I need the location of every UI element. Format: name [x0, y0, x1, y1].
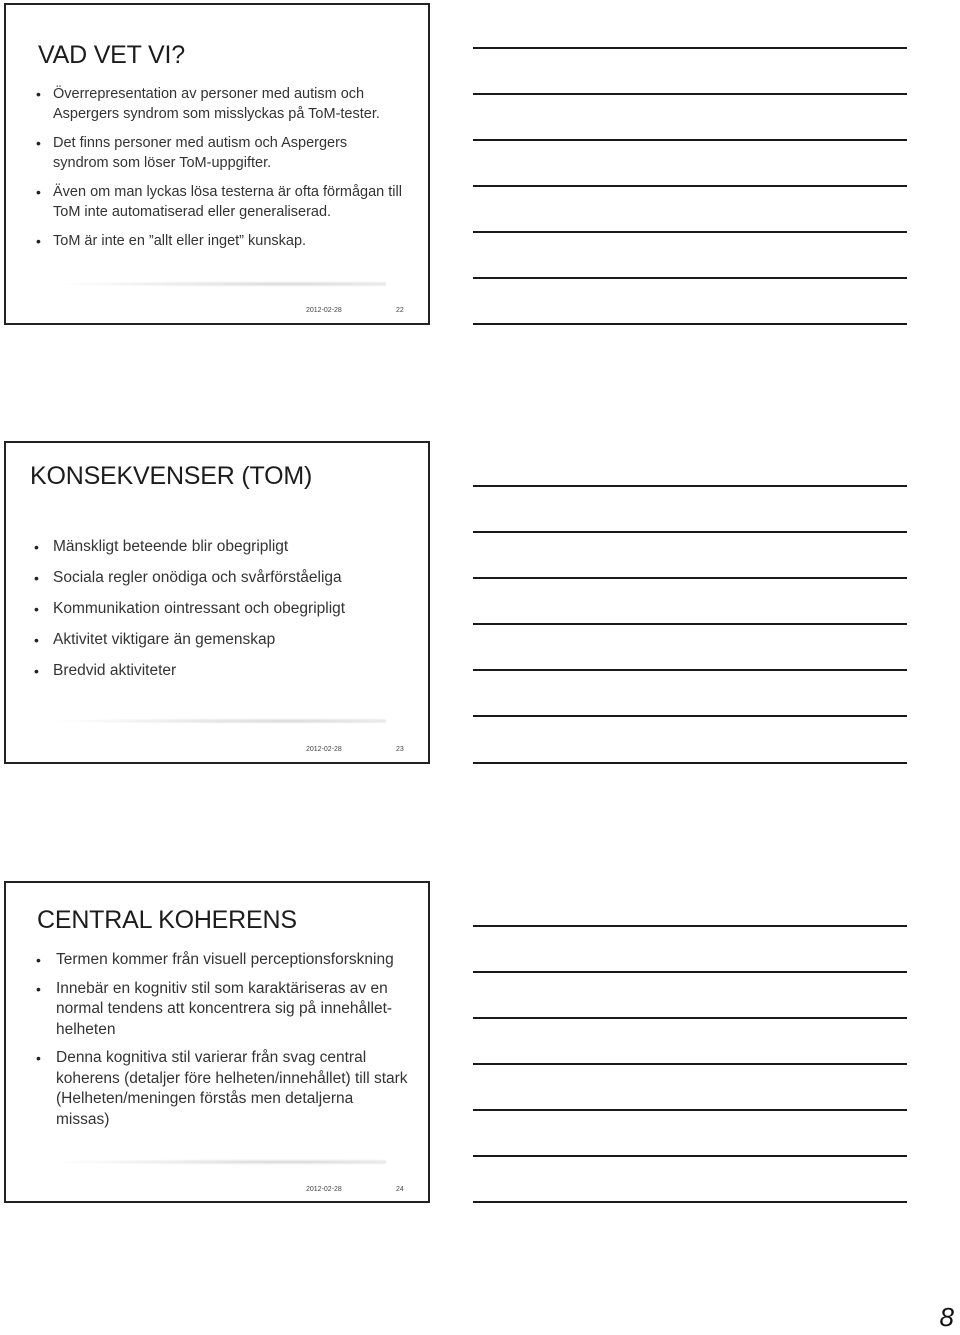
slide-23: [4, 441, 430, 764]
slide-number: 23: [396, 746, 404, 753]
list-item: • Sociala regler onödiga och svårförståeliga: [34, 569, 342, 586]
bullet-list: [34, 537, 414, 681]
list-item: • Kommunikation ointressant och obegripligt: [34, 600, 346, 617]
bullet-icon: •: [36, 135, 41, 151]
note-line: [473, 323, 907, 325]
list-item: • Termen kommer från visuell perceptionsforskning: [36, 950, 408, 971]
note-line: [473, 715, 907, 717]
slide-divider: [56, 1159, 386, 1165]
note-line: [473, 93, 907, 95]
slide-24: [4, 881, 430, 1203]
note-line: [473, 1017, 907, 1019]
list-item: • ToM är inte en ”allt eller inget” kunskap.: [36, 233, 307, 249]
note-line: [473, 925, 907, 927]
note-line: [473, 485, 907, 487]
bullet-icon: •: [34, 632, 39, 648]
note-line: [473, 47, 907, 49]
list-item: • Bredvid aktiviteter: [34, 662, 177, 679]
note-line: [473, 669, 907, 671]
note-line: [473, 577, 907, 579]
note-line: [473, 231, 907, 233]
bullet-icon: •: [34, 539, 39, 555]
note-line: [473, 531, 907, 533]
slide-title: CENTRAL KOHERENS: [37, 906, 297, 934]
page-number: 8: [939, 1302, 954, 1332]
note-line: [473, 277, 907, 279]
note-line: [473, 1155, 907, 1157]
bullet-icon: •: [34, 663, 39, 679]
list-item: • Mänskligt beteende blir obegripligt: [34, 538, 289, 555]
note-line: [473, 139, 907, 141]
list-item: • Denna kognitiva stil varierar från svag central koherens (detaljer före helheten/innehållet) till stark (Helheten/meningen förstås men detaljerna missas): [36, 1049, 408, 1128]
slide-22: [4, 3, 430, 325]
bullet-icon: •: [36, 86, 41, 102]
bullet-icon: •: [34, 601, 39, 617]
bullet-icon: •: [36, 184, 41, 200]
bullet-icon: •: [36, 980, 41, 997]
note-line: [473, 1109, 907, 1111]
list-item: • Innebär en kognitiv stil som karaktäriseras av en normal tendens att koncentrera sig på innehållet-helheten: [36, 979, 393, 1038]
slide-date: 2012-02-28: [306, 1186, 342, 1193]
note-line: [473, 971, 907, 973]
bullet-icon: •: [36, 233, 41, 249]
bullet-icon: •: [34, 570, 39, 586]
note-line: [473, 1201, 907, 1203]
slide-title: VAD VET VI?: [38, 41, 185, 69]
list-item: • Aktivitet viktigare än gemenskap: [34, 631, 276, 648]
bullet-list: [36, 950, 408, 1130]
slide-number: 24: [396, 1186, 404, 1193]
note-line: [473, 1063, 907, 1065]
slide-number: 22: [396, 307, 404, 314]
slide-divider: [56, 281, 386, 287]
slide-title: KONSEKVENSER (TOM): [30, 462, 313, 490]
list-item: • Det finns personer med autism och Aspergers syndrom som löser ToM-uppgifter.: [36, 135, 348, 171]
list-item: • Även om man lyckas lösa testerna är ofta förmågan till ToM inte automatiserad eller generaliserad.: [36, 184, 402, 220]
list-item: • Överrepresentation av personer med autism och Aspergers syndrom som misslyckas på ToM-tester.: [36, 86, 380, 122]
note-line: [473, 185, 907, 187]
slide-date: 2012-02-28: [306, 746, 342, 753]
bullet-list: [36, 84, 406, 251]
bullet-icon: •: [36, 952, 41, 968]
note-line: [473, 623, 907, 625]
bullet-icon: •: [36, 1050, 41, 1066]
slide-divider: [56, 718, 386, 724]
note-line: [473, 762, 907, 764]
slide-date: 2012-02-28: [306, 307, 342, 314]
